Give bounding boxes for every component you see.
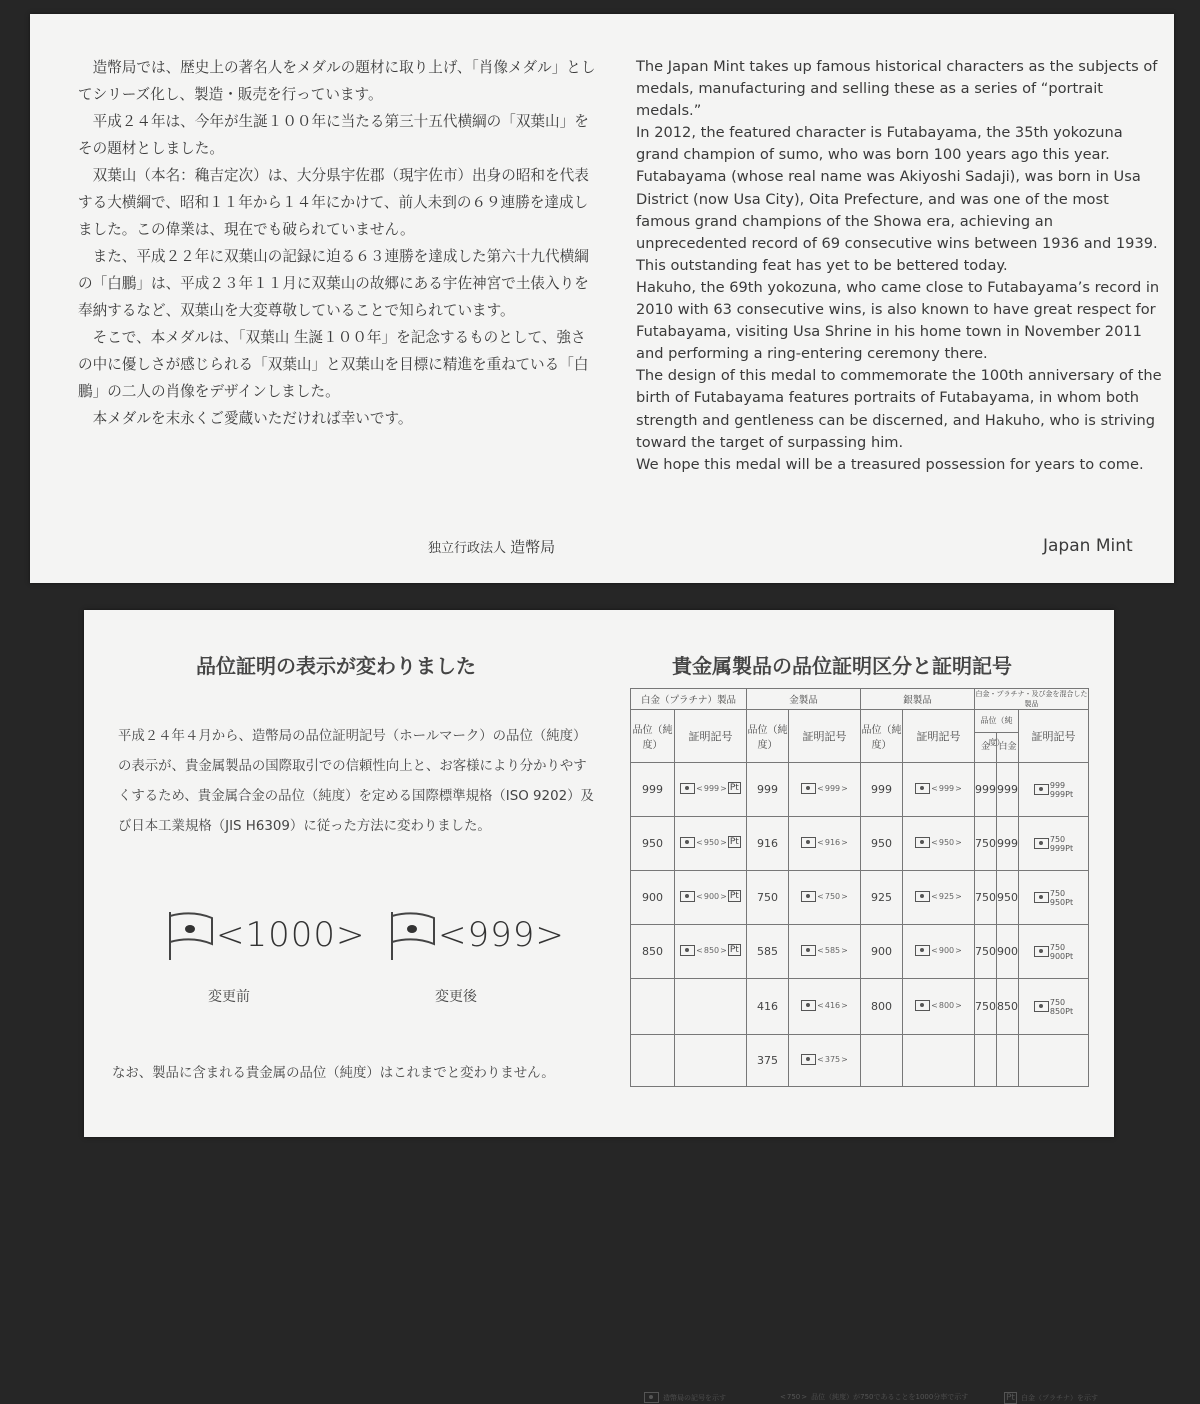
purity-value-cell: 950 (997, 871, 1019, 925)
mint-flag-icon (1034, 946, 1049, 957)
purity-value-cell: 416 (747, 979, 789, 1035)
hallmark-mark-cell: < 800 > (903, 979, 975, 1035)
purity-value-cell: 375 (747, 1035, 789, 1087)
purity-value-cell: 916 (747, 817, 789, 871)
pt-box-icon: Pt (1006, 1393, 1015, 1403)
mixed-products-header: 白金・プラチナ・及び金を混合した製品 (975, 690, 1088, 708)
mint-flag-icon (680, 945, 695, 956)
jp-paragraph: 平成２４年は、今年が生誕１００年に当たる第三十五代横綱の「双葉山」をその題材としました。 (78, 113, 589, 157)
hallmark-mark-cell: < 925 > (903, 871, 975, 925)
purity-value-cell: 850 (631, 925, 675, 979)
hallmark-mark-cell: < 999 > (789, 763, 861, 817)
mint-flag-icon (386, 908, 438, 962)
purity-value-cell: 750 (975, 979, 997, 1035)
mixed-purity-header: 品位（純度） (975, 710, 1018, 733)
footnote-pt (1004, 1392, 1098, 1404)
purity-value-cell: 999 (631, 763, 675, 817)
mint-flag-icon (1034, 892, 1049, 903)
purity-value-cell: 900 (861, 925, 903, 979)
jp-paragraph: 双葉山（本名：穐吉定次）は、大分県宇佐郡（現宇佐市）出身の昭和を代表する大横綱で、昭和１１年から１４年にかけて、前人未到の６９連勝を達成しました。この偉業は、現在でも破られていません。 (78, 167, 589, 238)
hallmark-mark-cell: < 999 > Pt (675, 763, 747, 817)
purity-value-cell: 750 (975, 817, 997, 871)
english-text-block (636, 56, 1166, 476)
purity-value-cell: 850 (997, 979, 1019, 1035)
hallmark-table-row (631, 817, 1089, 871)
hallmark-table-row (631, 925, 1089, 979)
purity-mark-icon: < 750 > (780, 1393, 808, 1401)
purity-value-cell: 800 (861, 979, 903, 1035)
gold-products-header: 金製品 (747, 689, 861, 710)
mark-header: 証明記号 (789, 710, 861, 763)
purity-value-cell: 750 (975, 925, 997, 979)
purity-unchanged-note: なお、製品に含まれる貴金属の品位（純度）はこれまでと変わりません。 (112, 1066, 555, 1081)
purity-value-cell: 750 (747, 871, 789, 925)
platinum-products-header: 白金（プラチナ）製品 (631, 689, 747, 710)
en-paragraph: The design of this medal to commemorate the 100th anniversary of the birth of Futabayama features portraits of Futabayama, in whom both strength and gentleness can be discerned, and Hakuho, who is striving toward the target of surpassing him. (636, 367, 1162, 451)
mint-flag-icon (680, 891, 695, 902)
purity-value-cell: 999 (975, 763, 997, 817)
jp-paragraph: 本メダルを末永くご愛蔵いただければ幸いです。 (92, 410, 413, 427)
en-paragraph: Hakuho, the 69th yokozuna, who came close to Futabayama’s record in 2010 with 63 consecutive wins, is also known to have great respect for Futabayama, visiting Usa Shrine in his home town in November 2011 and performing a ring-entering ceremony there. (636, 278, 1160, 363)
purity-value-cell (975, 1035, 997, 1087)
hallmark-mark-cell: < 750 > (789, 871, 861, 925)
footnote-flag (644, 1392, 726, 1403)
purity-value-cell: 950 (861, 817, 903, 871)
hallmark-after-number: <999> (438, 915, 565, 955)
top-leaflet (30, 14, 1174, 583)
hallmark-mark-cell: 750 850Pt (1019, 979, 1089, 1035)
silver-products-header: 銀製品 (861, 689, 975, 710)
purity-header: 品位（純度） (861, 710, 903, 763)
purity-value-cell: 999 (997, 763, 1019, 817)
hallmark-before-number: <1000> (216, 915, 366, 955)
hallmark-mark-cell: 750 950Pt (1019, 871, 1089, 925)
hallmark-table-row (631, 1035, 1089, 1087)
mark-header: 証明記号 (1019, 710, 1089, 763)
mint-flag-icon (680, 783, 695, 794)
jp-signature (428, 536, 555, 557)
hallmark-mark-cell: < 900 > Pt (675, 871, 747, 925)
en-signature: Japan Mint (1043, 536, 1133, 556)
jp-paragraph: 造幣局では、歴史上の著名人をメダルの題材に取り上げ、「肖像メダル」としてシリーズ化し、製造・販売を行っています。 (78, 59, 596, 103)
purity-header: 品位（純度） (747, 710, 789, 763)
purity-value-cell: 900 (631, 871, 675, 925)
en-paragraph: Futabayama (whose real name was Akiyoshi Sadaji), was born in Usa District (now Usa City), Oita Prefecture, and was one of the most famous grand champions of the Showa era, achieving an unprecedented record of 69 consecutive wins between 1936 and 1939. This outstanding feat has yet to be bettered today. (636, 168, 1158, 274)
mint-flag-icon (915, 1000, 930, 1011)
mint-flag-icon (915, 945, 930, 956)
hallmark-mark-cell (675, 1035, 747, 1087)
mint-flag-icon (801, 1054, 816, 1065)
hallmark-mark-cell: 999 999Pt (1019, 763, 1089, 817)
hallmark-mark-cell: < 950 > Pt (675, 817, 747, 871)
purity-value-cell: 750 (975, 871, 997, 925)
jp-paragraph: また、平成２２年に双葉山の記録に迫る６３連勝を達成した第六十九代横綱の「白鵬」は、平成２３年１１月に双葉山の故郷にある宇佐神宮で土俵入りを奉納するなど、双葉山を大変尊敬していることで知られています。 (78, 248, 589, 319)
purity-value-cell: 999 (861, 763, 903, 817)
footnote-purity (780, 1392, 968, 1402)
purity-value-cell: 585 (747, 925, 789, 979)
hallmark-table-title: 貴金属製品の品位証明区分と証明記号 (672, 654, 1012, 678)
japanese-text-block (78, 54, 598, 432)
mint-flag-icon (915, 837, 930, 848)
purity-value-cell (631, 1035, 675, 1087)
hallmark-table-row (631, 979, 1089, 1035)
hallmark-mark-cell: 750 900Pt (1019, 925, 1089, 979)
hallmark-mark-cell (1019, 1035, 1089, 1087)
hallmark-mark-cell: < 850 > Pt (675, 925, 747, 979)
hallmark-mark-cell (675, 979, 747, 1035)
purity-value-cell: 900 (997, 925, 1019, 979)
after-label: 変更後 (435, 989, 477, 1005)
mint-flag-icon (915, 891, 930, 902)
purity-value-cell: 999 (747, 763, 789, 817)
hallmark-table-row (631, 763, 1089, 817)
mint-flag-icon (801, 945, 816, 956)
jp-paragraph: そこで、本メダルは、「双葉山 生誕１００年」を記念するものとして、強さの中に優しさが感じられる「双葉山」と双葉山を目標に精進を重ねている「白鵬」の二人の肖像をデザインしました。 (78, 329, 589, 400)
mint-flag-icon (680, 837, 695, 848)
footnote-text: 品位（純度）が750であることを1000分率で示す (811, 1393, 969, 1401)
gold-subheader: 金 (975, 733, 997, 762)
hallmark-change-title: 品位証明の表示が変わりました (196, 654, 476, 678)
mint-flag-icon (1034, 1001, 1049, 1012)
hallmark-mark-cell: < 950 > (903, 817, 975, 871)
hallmark-mark-cell: < 916 > (789, 817, 861, 871)
purity-value-cell (997, 1035, 1019, 1087)
hallmark-mark-cell: < 375 > (789, 1035, 861, 1087)
hallmark-mark-cell: < 900 > (903, 925, 975, 979)
hallmark-mark-cell (903, 1035, 975, 1087)
jp-sign-org-type: 独立行政法人 (428, 541, 507, 556)
mint-flag-icon (1034, 784, 1049, 795)
bottom-leaflet (84, 610, 1114, 1403)
en-paragraph: We hope this medal will be a treasured possession for years to come. (636, 455, 1144, 473)
hallmark-after (386, 908, 565, 962)
jp-sign-org-name: 造幣局 (510, 538, 556, 556)
hallmark-table (630, 688, 1089, 1087)
purity-value-cell: 999 (997, 817, 1019, 871)
footnote-text: 白金（プラチナ）を示す (1020, 1394, 1098, 1402)
mint-flag-icon (801, 1000, 816, 1011)
purity-value-cell: 925 (861, 871, 903, 925)
en-paragraph: The Japan Mint takes up famous historical characters as the subjects of medals, manufacturing and selling these as a series of “portrait medals.” (636, 58, 1158, 120)
footnote-text: 造幣局の記号を示す (663, 1393, 726, 1402)
mark-header: 証明記号 (903, 710, 975, 763)
mint-flag-icon (1034, 838, 1049, 849)
hallmark-mark-cell: < 585 > (789, 925, 861, 979)
mint-flag-icon (801, 891, 816, 902)
hallmark-mark-cell: 750 999Pt (1019, 817, 1089, 871)
purity-header: 品位（純度） (631, 710, 675, 763)
mint-flag-icon (644, 1392, 659, 1403)
mint-flag-icon (164, 908, 216, 962)
en-paragraph: In 2012, the featured character is Futabayama, the 35th yokozuna grand champion of sumo, who was born 100 years ago this year. (636, 124, 1123, 164)
purity-value-cell (861, 1035, 903, 1087)
hallmark-mark-cell: < 999 > (903, 763, 975, 817)
hallmark-change-paragraph: 平成２４年４月から、造幣局の品位証明記号（ホールマーク）の品位（純度）の表示が、貴金属製品の国際取引での信頼性向上と、お客様により分かりやすくするため、貴金属合金の品位（純度）を定める国際標準規格（ISO 9202）及び日本工業規格（JIS H6309）に従った方法に変わりました。 (118, 729, 594, 834)
purity-value-cell: 950 (631, 817, 675, 871)
hallmark-change-text (118, 722, 598, 842)
platinum-subheader: 白金 (998, 742, 1017, 752)
mint-flag-icon (801, 837, 816, 848)
purity-value-cell (631, 979, 675, 1035)
before-label: 変更前 (208, 989, 250, 1005)
mint-flag-icon (915, 783, 930, 794)
hallmark-table-row (631, 871, 1089, 925)
mark-header: 証明記号 (675, 710, 747, 763)
hallmark-mark-cell: < 416 > (789, 979, 861, 1035)
mint-flag-icon (801, 783, 816, 794)
hallmark-before (164, 908, 366, 962)
